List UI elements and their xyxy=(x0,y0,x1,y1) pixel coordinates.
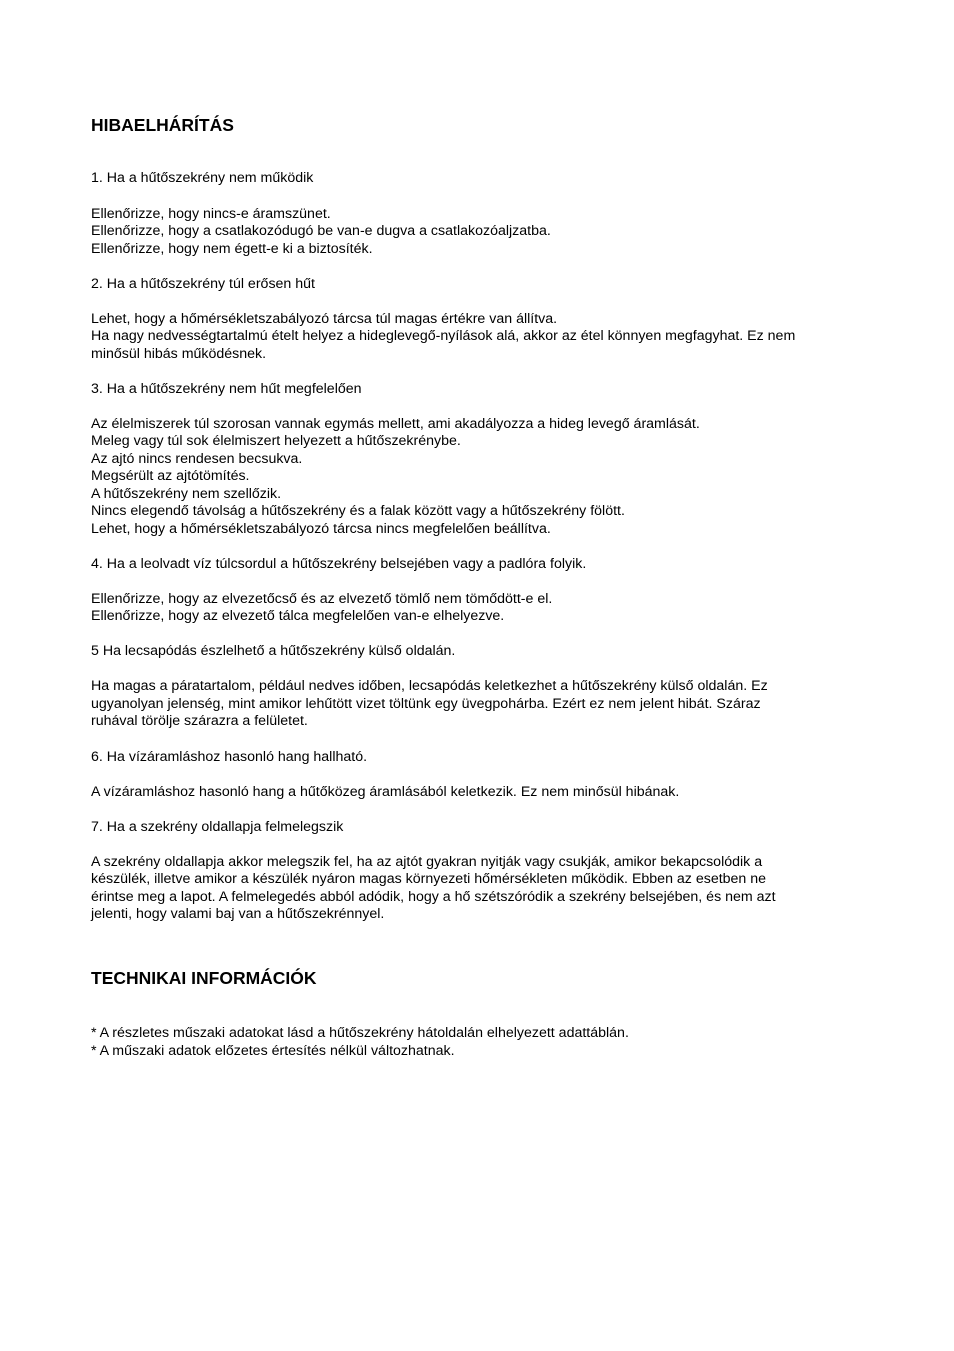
item-1-line-3: Ellenőrizze, hogy nem égett-e ki a biztosíték. xyxy=(91,241,373,257)
item-2-line-1: Lehet, hogy a hőmérsékletszabályozó tárcsa túl magas értékre van állítva. xyxy=(91,311,558,327)
item-7-line-1: A szekrény oldallapja akkor melegszik fel, ha az ajtót gyakran nyitják vagy csukják, amikor bekapcsolódik a xyxy=(91,854,763,870)
item-3-line-6: Nincs elegendő távolság a hűtőszekrény és a falak között vagy a hűtőszekrény fölött. xyxy=(91,503,625,519)
item-7-line-2: készülék, illetve amikor a készülék nyáron magas környezeti hőmérsékleten működik. Ebben az esetben ne xyxy=(91,871,767,887)
item-heading-7: 7. Ha a szekrény oldallapja felmelegszik xyxy=(91,819,344,835)
item-1-line-2: Ellenőrizze, hogy a csatlakozódugó be van-e dugva a csatlakozóaljzatba. xyxy=(91,223,551,239)
item-3-line-4: Megsérült az ajtótömítés. xyxy=(91,468,250,484)
tech-info-line-2: * A műszaki adatok előzetes értesítés nélkül változhatnak. xyxy=(91,1043,455,1059)
item-heading-4: 4. Ha a leolvadt víz túlcsordul a hűtőszekrény belsejében vagy a padlóra folyik. xyxy=(91,556,587,572)
item-heading-1: 1. Ha a hűtőszekrény nem működik xyxy=(91,170,314,186)
item-heading-5: 5 Ha lecsapódás észlelhető a hűtőszekrény külső oldalán. xyxy=(91,643,456,659)
tech-info-line-1: * A részletes műszaki adatokat lásd a hűtőszekrény hátoldalán elhelyezett adattáblán. xyxy=(91,1025,629,1041)
item-heading-2: 2. Ha a hűtőszekrény túl erősen hűt xyxy=(91,276,315,292)
item-5-line-1: Ha magas a páratartalom, például nedves időben, lecsapódás keletkezhet a hűtőszekrény külső oldalán. Ez xyxy=(91,678,768,694)
item-4-line-2: Ellenőrizze, hogy az elvezető tálca megfelelően van-e elhelyezve. xyxy=(91,608,505,624)
section-title-technical-info: TECHNIKAI INFORMÁCIÓK xyxy=(91,968,317,988)
item-4-line-1: Ellenőrizze, hogy az elvezetőcső és az elvezető tömlő nem tömődött-e el. xyxy=(91,591,553,607)
item-7-line-3: érintse meg a lapot. A felmelegedés abból adódik, hogy a hő szétszóródik a szekrény belsejében, és nem azt xyxy=(91,889,776,905)
item-3-line-1: Az élelmiszerek túl szorosan vannak egymás mellett, ami akadályozza a hideg levegő áramlását. xyxy=(91,416,700,432)
item-6-line-1: A vízáramláshoz hasonló hang a hűtőközeg áramlásából keletkezik. Ez nem minősül hibának. xyxy=(91,784,680,800)
item-5-line-2: ugyanolyan jelenség, mint amikor lehűtött vizet töltünk egy üvegpohárba. Ezért ez nem jelent hibát. Száraz xyxy=(91,696,761,712)
item-5-line-3: ruhával törölje szárazra a felületet. xyxy=(91,713,308,729)
item-2-line-2: Ha nagy nedvességtartalmú ételt helyez a hideglevegő-nyílások alá, akkor az étel könnyen megfagyhat. Ez nem xyxy=(91,328,796,344)
item-3-line-5: A hűtőszekrény nem szellőzik. xyxy=(91,486,282,502)
section-title-troubleshooting: HIBAELHÁRÍTÁS xyxy=(91,115,234,135)
item-3-line-7: Lehet, hogy a hőmérsékletszabályozó tárcsa nincs megfelelően beállítva. xyxy=(91,521,551,537)
item-1-line-1: Ellenőrizze, hogy nincs-e áramszünet. xyxy=(91,206,331,222)
item-heading-6: 6. Ha vízáramláshoz hasonló hang hallható. xyxy=(91,749,368,765)
item-3-line-2: Meleg vagy túl sok élelmiszert helyezett a hűtőszekrénybe. xyxy=(91,433,461,449)
item-heading-3: 3. Ha a hűtőszekrény nem hűt megfelelően xyxy=(91,381,362,397)
item-7-line-4: jelenti, hogy valami baj van a hűtőszekrénnyel. xyxy=(91,906,385,922)
item-2-line-3: minősül hibás működésnek. xyxy=(91,346,267,362)
item-3-line-3: Az ajtó nincs rendesen becsukva. xyxy=(91,451,303,467)
